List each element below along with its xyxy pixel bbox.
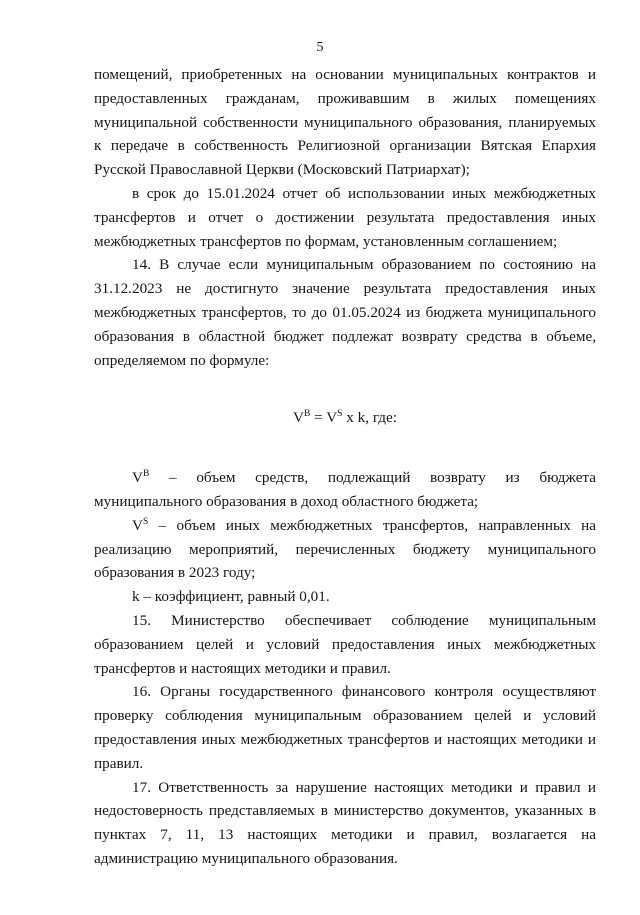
- paragraph-14: 14. В случае если муниципальным образованием по состоянию на 31.12.2023 не достигнуто значение результата предоставления иных межбюджетных трансфертов, то до 01.05.2024 из бюджета муниципального образования в областной бюджет подлежат возврату средства в объеме, определяемом по формуле:: [94, 256, 596, 369]
- refund-formula: $V^B = V^S$ x k, где:: [292, 409, 397, 427]
- definition-k: k – коэффициент, равный 0,01.: [132, 588, 330, 606]
- paragraph-premises: помещений, приобретенных на основании муниципальных контрактов и предоставленных гражданам, проживавшим в жилых помещениях муниципальной собственности муниципального образования, планируемых к передаче в собственность Религиозной организации Вятская Епархия Русской Православной Церкви (Московский Патриархат);: [94, 66, 596, 179]
- paragraph-report-deadline: в срок до 15.01.2024 отчет об использовании иных межбюджетных трансфертов и отчет о достижении результата предоставления иных межбюджетных трансфертов по формам, установленным соглашением;: [94, 184, 596, 250]
- definition-vb: $V^B$ – объем средств, подлежащий возврату из бюджета муниципального образования в доход областного бюджета;: [94, 469, 596, 510]
- definition-vs: $V^S$ – объем иных межбюджетных трансфертов, направленных на реализацию мероприятий, перечисленных бюджету муниципального образования в 2023 году;: [94, 516, 596, 582]
- document-body: [94, 63, 596, 871]
- paragraph-17: 17. Ответственность за нарушение настоящих методики и правил и недостоверность представляемых в министерство документов, указанных в пунктах 7, 11, 13 настоящих методики и правил, возлагается на администрацию муниципального образования.: [94, 778, 596, 867]
- paragraph-16: 16. Органы государственного финансового контроля осуществляют проверку соблюдения муниципальным образованием целей и условий предоставления иных межбюджетных трансфертов и настоящих методики и правил.: [94, 683, 596, 772]
- page-number: 5: [316, 40, 324, 55]
- paragraph-15: 15. Министерство обеспечивает соблюдение муниципальным образованием целей и условий предоставления иных межбюджетных трансфертов и настоящих методики и правил.: [94, 611, 596, 677]
